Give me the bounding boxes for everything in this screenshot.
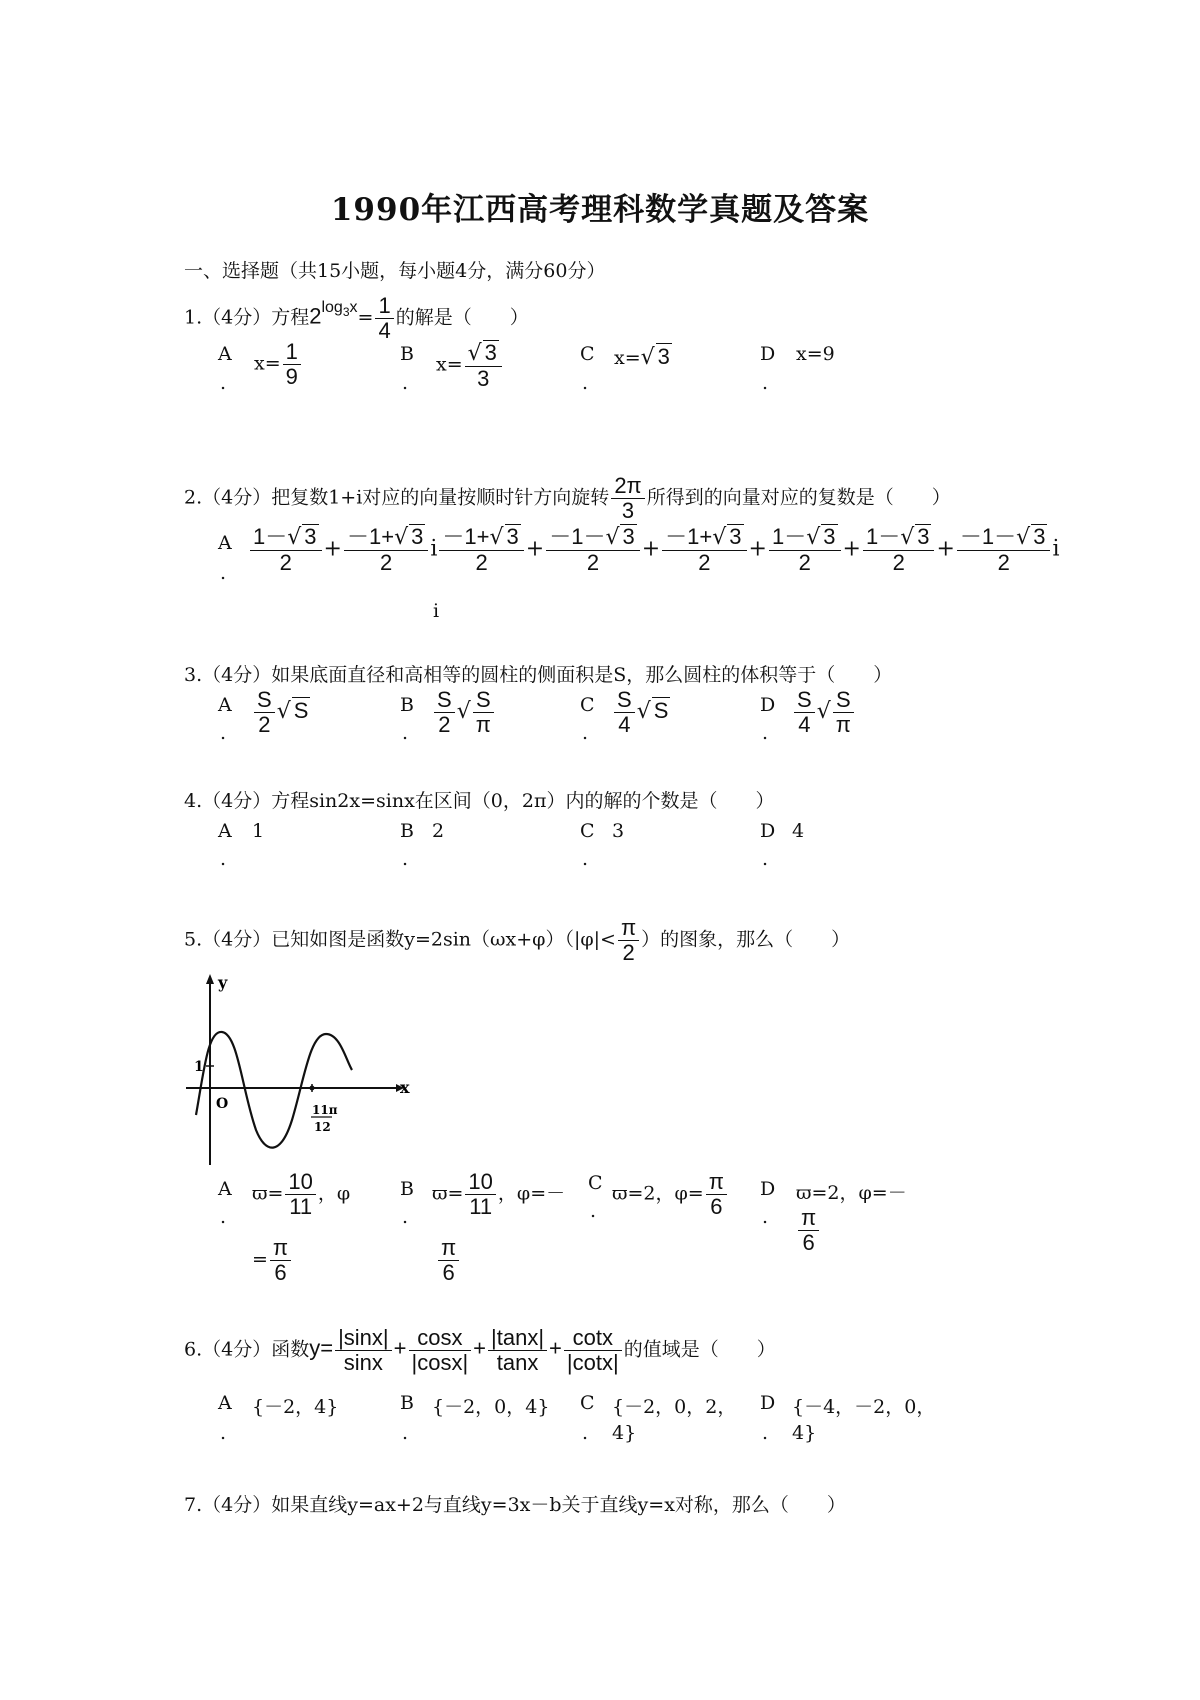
q2-fraction-8: $\frac{-1-√ 3}{2}$: [957, 524, 1051, 575]
q5-option-b: ϖ= $\frac{10}{11}$ ，φ=－: [432, 1169, 566, 1220]
q5-option-d: ϖ=2，φ=－: [796, 1182, 907, 1204]
question-7: 7.（4分）如果直线y=ax+2与直线y=3x－b关于直线y=x对称，那么（ ）: [184, 1494, 846, 1516]
q6-option-a-letter: A: [218, 1392, 232, 1414]
q2-plus: +: [323, 536, 342, 562]
q2-fraction-4: $\frac{-1-√ 3}{2}$: [546, 524, 640, 575]
q3-option-c: $\frac{S}{4}$ √ S: [612, 688, 670, 737]
q1-option-c-letter: C: [580, 343, 595, 365]
page-title: 1990年江西高考理科数学真题及答案: [330, 192, 870, 228]
q5-option-d-cont: $\frac{\pi}{6}$: [796, 1206, 821, 1255]
q4-option-b: 2: [432, 820, 445, 842]
q2-plus: +: [748, 536, 767, 562]
q2-plus: +: [641, 536, 661, 562]
q2-fraction-3: $\frac{-1+√ 3}{2}$: [439, 524, 523, 575]
question-3: 3.（4分）如果底面直径和高相等的圆柱的侧面积是S，那么圆柱的体积等于（ ）: [184, 664, 893, 686]
q1-exp-sub: 3: [342, 304, 350, 319]
q2-fraction-5: $\frac{-1+√ 3}{2}$: [662, 524, 746, 575]
question-1: [184, 294, 529, 343]
q6-option-d-cont: 4}: [792, 1422, 817, 1444]
q5-option-a: ϖ= $\frac{10}{11}$ ，φ: [252, 1169, 351, 1220]
q1-option-d-letter: D: [760, 343, 776, 365]
q2-fraction-7: $\frac{1-√ 3}{2}$: [863, 524, 935, 575]
section-heading: 一、选择题（共15小题，每小题4分，满分60分）: [184, 260, 606, 282]
q3-option-b: $\frac{S}{2}$ √ $\frac{S}{\pi}$: [432, 688, 496, 737]
q3-option-c-letter: C: [580, 694, 595, 716]
q2-plus: +: [842, 536, 861, 562]
q2-options-row: [248, 524, 1060, 575]
q5-option-b-letter: B: [400, 1178, 414, 1200]
sine-graph: [186, 970, 410, 1170]
q5-option-c-letter: C: [588, 1172, 603, 1194]
y-axis-arrow: [206, 974, 214, 984]
q2-option-a-letter: A: [218, 532, 232, 554]
q2-fraction-6: $\frac{1-√ 3}{2}$: [769, 524, 841, 575]
origin-label: O: [216, 1096, 229, 1112]
q3-option-d-letter: D: [760, 694, 776, 716]
question-6: 6.（4分）函数y= $\frac{|\sin x|}{\sin x}$ + $\frac{\cos x}{|\cos x|}$ + $\frac{|\tan x|}{\tan x}$ + $\frac{\cot x}{|\cot x|}$ 的值域是（ ）: [184, 1325, 776, 1376]
q1-fraction: $\frac{1}{4}$: [375, 294, 393, 343]
q6-option-a: {－2，4}: [252, 1396, 339, 1418]
q2-i-label: i: [430, 536, 438, 562]
x-axis-label: x: [400, 1078, 410, 1097]
q2-i-label-end: i: [1052, 536, 1060, 562]
q2-plus: +: [936, 536, 955, 562]
q5-option-b-cont: $\frac{\pi}{6}$: [436, 1236, 461, 1285]
q1-eq: =: [357, 306, 374, 329]
q6-option-b: {－2，0，4}: [432, 1396, 550, 1418]
q4-option-a-letter: A: [218, 820, 232, 842]
y-axis-label: y: [218, 973, 228, 992]
q4-option-c: 3: [612, 820, 625, 842]
question-5: 5.（4分）已知如图是函数y=2sin（ωx+φ）（|φ|< $\frac{\pi}{2}$ ）的图象，那么（ ）: [184, 915, 851, 966]
q1-base: 2: [309, 303, 322, 329]
q1-exp: log: [321, 298, 343, 316]
q2-plus: +: [525, 536, 545, 562]
tick-num-label: 11π: [312, 1103, 338, 1117]
one-label: 1: [194, 1059, 204, 1075]
zero-point: [310, 1086, 315, 1091]
exam-page: 1990年江西高考理科数学真题及答案 一、选择题（共15小题，每小题4分，满分60分） 1.（4分）方程$2^{log_3x}=$ $\frac{1}{4}$ 的解是（ ） A . x= $\frac{1}{9}$ B . x= $\frac{√ 3}{3}$ C . x=√ 3 D . x=9 2.（4分）把复数1+i对应的向量按顺时针方向旋转 $\frac{2\pi}{3}$ 所得到的向量对应的复数是（ ） A . $\frac{1-√ 3}{2}$ + $\frac{-1+√ 3}{2}$ i $\frac{-1+√ 3}{2}$ + $\frac{-1-√ 3}{2}$ + $\frac{-1+√ 3}{2}$ + $\frac{1-√ 3}{2}$ + $\frac{1-√ 3}{2}$ + $\frac{-1-√ 3}{2}$ i i 3.（4分）如果底面直径和高相等的圆柱的侧面积是S，那么圆柱的体积等于（ ） A . $\frac{S}{2}$ √ S B . $\frac{S}{2}$ √ $\frac{S}{\pi}$ C . $\frac{S}{4}$ √ S D . $\frac{S}{4}$ √ $\frac{S}{\pi}$ 4.（4分）方程sin2x=sinx在区间（0，2π）内的解的个数是（ ） A . 1 B . 2 C . 3 D . 4 5.（4分）已知如图是函数y=2sin（ωx+φ）（|φ|< $\frac{\pi}{2}$ ）的图象，那么（ ） y x 1 O 11π 12 A . ϖ= $\frac{10}{11}$ ，φ = $\frac{\pi}{6}$ B . ϖ= $\frac{10}{11}$ ，φ=－ $\frac{\pi}{6}$ C . ϖ=2，φ= $\frac{\pi}{6}$ D . ϖ=2，φ=－ $\frac{\pi}{6}$ 6.（4分）函数y= $\frac{|\sin x|}{\sin x}$ + $\frac{\cos x}{|\cos x|}$ + $\frac{|\tan x|}{\tan x}$ + $\frac{\cot x}{|\cot x|}$ 的值域是（ ） A . {－2，4} B . {－2，0，4} C . {－2，0，2， 4} D . {－4，－2，0， 4} 7.（4分）如果直线y=ax+2与直线y=3x－b关于直线y=x对称，那么（ ）: [0, 0, 1200, 1700]
q3-option-a: $\frac{S}{2}$ √ S: [252, 688, 310, 737]
q4-option-a: 1: [252, 820, 265, 842]
question-4: 4.（4分）方程sin2x=sinx在区间（0，2π）内的解的个数是（ ）: [184, 790, 775, 812]
q3-option-b-letter: B: [400, 694, 414, 716]
q1-prefix: 1.（4分）方程: [184, 306, 310, 329]
q2-fraction-2: $\frac{-1+√ 3}{2}$: [344, 524, 428, 575]
q1-option-d: x=9: [796, 343, 835, 365]
q4-option-b-letter: B: [400, 820, 414, 842]
q1-option-a-letter: A: [218, 343, 232, 365]
q3-option-d: $\frac{S}{4}$ √ $\frac{S}{\pi}$: [792, 688, 856, 737]
q1-option-b: x= $\frac{√ 3}{3}$: [436, 340, 504, 391]
q4-option-c-letter: C: [580, 820, 595, 842]
q1-option-c: x=√ 3: [614, 344, 670, 370]
q1-suffix: 的解是（ ）: [395, 306, 529, 329]
q2-i-below: i: [433, 600, 440, 622]
q1-option-b-letter: B: [400, 343, 414, 365]
q5-option-a-letter: A: [218, 1178, 232, 1200]
q3-option-a-letter: A: [218, 694, 232, 716]
q2-fraction-1: $\frac{1-√ 3}{2}$: [250, 524, 322, 575]
q6-option-d-letter: D: [760, 1392, 776, 1414]
q6-option-c-letter: C: [580, 1392, 595, 1414]
q6-option-d: {－4，－2，0，: [792, 1396, 936, 1418]
q4-option-d-letter: D: [760, 820, 776, 842]
tick-den-label: 12: [314, 1120, 331, 1134]
q5-option-c: ϖ=2，φ= $\frac{\pi}{6}$: [612, 1170, 729, 1219]
q5-option-d-letter: D: [760, 1178, 776, 1200]
question-2: 2.（4分）把复数1+i对应的向量按顺时针方向旋转 $\frac{2\pi}{3}$ 所得到的向量对应的复数是（ ）: [184, 473, 951, 524]
q6-option-b-letter: B: [400, 1392, 414, 1414]
q6-option-c: {－2，0，2，: [612, 1396, 737, 1418]
q1-option-a: x= $\frac{1}{9}$: [254, 340, 303, 389]
q4-option-d: 4: [792, 820, 805, 842]
q1-exp-var: x: [349, 298, 358, 316]
q5-option-a-cont: = $\frac{\pi}{6}$: [252, 1236, 293, 1285]
q6-option-c-cont: 4}: [612, 1422, 637, 1444]
